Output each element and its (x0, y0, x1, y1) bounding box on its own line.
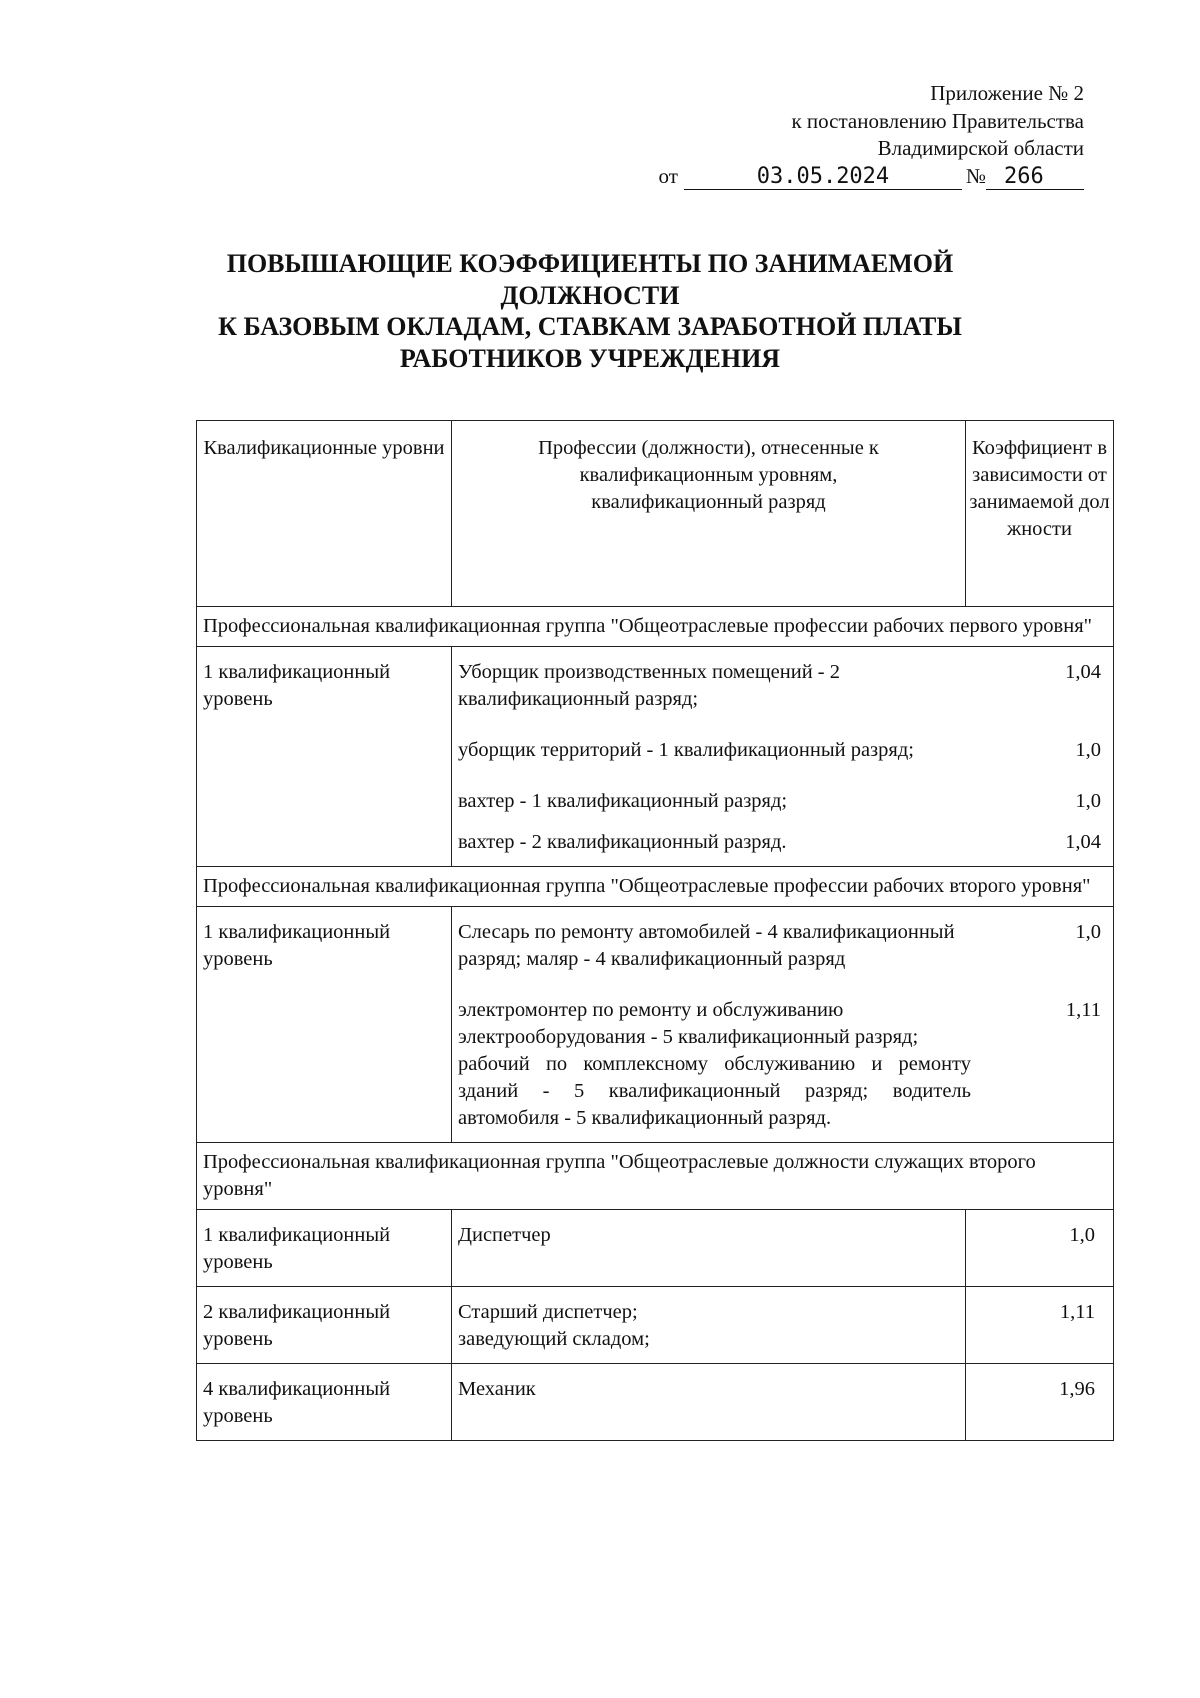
list-item (458, 829, 1107, 856)
title-line-3: К БАЗОВЫМ ОКЛАДАМ, СТАВКАМ ЗАРАБОТНОЙ ПЛАТЫ (218, 312, 962, 341)
resolution-date-line (659, 163, 1084, 191)
profession-text-part: Старший диспетчер; (458, 1301, 638, 1323)
profession-text-part: заведующий складом; (458, 1328, 650, 1350)
appendix-region: Владимирской области (877, 136, 1084, 160)
profession-cell (452, 1287, 966, 1364)
entries-cell (452, 907, 1114, 1143)
coefficient-value: 1,04 (1065, 831, 1101, 853)
title-line-4: РАБОТНИКОВ УЧРЕЖДЕНИЯ (399, 343, 781, 373)
table-row (197, 647, 1114, 867)
level-cell: 4 квалификационный уровень (197, 1364, 452, 1441)
level-cell: 1 квалификационный уровень (197, 647, 452, 867)
list-item (458, 737, 1107, 764)
profession-text: вахтер - 2 квалификационный разряд. (458, 831, 787, 853)
list-item (458, 788, 1107, 815)
coefficient-value: 1,0 (1075, 921, 1101, 943)
level-cell: 2 квалификационный уровень (197, 1287, 452, 1364)
group-title: Профессиональная квалификационная группа "Общеотраслевые профессии рабочих первого уровня" (197, 607, 1114, 647)
title-line-1: ПОВЫШАЮЩИЕ КОЭФФИЦИЕНТЫ ПО ЗАНИМАЕМОЙ (226, 249, 954, 278)
coefficient-cell: 1,0 (966, 1210, 1114, 1287)
appendix-block (659, 80, 1084, 190)
resolution-date: 03.05.2024 (684, 165, 962, 190)
profession-text: Уборщик производственных помещений - 2 квалификационный разряд; (458, 661, 840, 710)
table-row (197, 1287, 1114, 1364)
date-prefix: от (658, 163, 678, 188)
header-coefficient: Коэффициент в зависимости от занимаемой должности (966, 421, 1114, 607)
list-item (458, 919, 1107, 973)
level-cell: 1 квалификационный уровень (197, 907, 452, 1143)
table-row (197, 907, 1114, 1143)
profession-text: вахтер - 1 квалификационный разряд; (458, 790, 788, 812)
group-row (197, 1143, 1114, 1210)
group-title: Профессиональная квалификационная группа "Общеотраслевые профессии рабочих второго уровня" (197, 867, 1114, 907)
list-item (458, 997, 1107, 1132)
profession-cell: Механик (452, 1364, 966, 1441)
profession-text: Слесарь по ремонту автомобилей - 4 квалификационный разряд; маляр - 4 квалификационный разряд (458, 921, 955, 970)
profession-text: уборщик территорий - 1 квалификационный разряд; (458, 739, 914, 761)
group-row (197, 867, 1114, 907)
coefficient-value: 1,04 (1065, 661, 1101, 683)
group-title: Профессиональная квалификационная группа "Общеотраслевые должности служащих второго уровня" (197, 1143, 1114, 1210)
number-prefix: № (965, 163, 986, 188)
appendix-number: Приложение № 2 (930, 81, 1084, 105)
coefficient-value: 1,0 (1075, 790, 1101, 812)
coefficient-cell: 1,96 (966, 1364, 1114, 1441)
profession-text-part: рабочий по комплексному обслуживанию и ремонту зданий - 5 квалификационный разряд; водитель автомобиля - 5 квалификационный разряд. (458, 1053, 971, 1129)
appendix-resolution: к постановлению Правительства (791, 108, 1084, 133)
profession-text-part: электромонтер по ремонту и обслуживанию электрооборудования - 5 квалификационный разряд; (458, 999, 919, 1048)
table-row (197, 1210, 1114, 1287)
coefficient-value: 1,11 (1065, 999, 1101, 1021)
group-row (197, 607, 1114, 647)
coefficient-value: 1,0 (1075, 739, 1101, 761)
resolution-number: 266 (986, 165, 1084, 190)
coefficients-table (196, 420, 1114, 1441)
header-levels: Квалификационные уровни (197, 421, 452, 607)
list-item (458, 659, 1107, 713)
header-professions: Профессии (должности), отнесенные к квалификационным уровням, квалификационный разряд (452, 421, 966, 607)
profession-cell: Диспетчер (452, 1210, 966, 1287)
profession-text (458, 997, 981, 1132)
document-title (190, 248, 990, 374)
coefficient-cell: 1,11 (966, 1287, 1114, 1364)
title-line-2: ДОЛЖНОСТИ (500, 280, 680, 310)
table-row (197, 1364, 1114, 1441)
entries-cell (452, 647, 1114, 867)
level-cell: 1 квалификационный уровень (197, 1210, 452, 1287)
table-header-row (197, 421, 1114, 607)
